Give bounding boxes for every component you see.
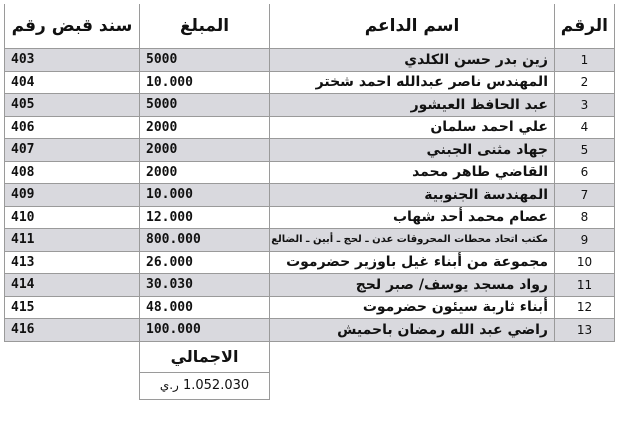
donation-amount: 48.000 (140, 296, 270, 319)
donation-amount: 100.000 (140, 319, 270, 342)
row-number: 2 (555, 71, 615, 94)
receipt-number: 410 (5, 206, 140, 229)
receipt-number: 404 (5, 71, 140, 94)
donor-name: جهاد مثنى الجبني (270, 139, 555, 162)
column-header-number: الرقم (555, 4, 615, 49)
row-number: 10 (555, 251, 615, 274)
donation-amount: 2000 (140, 116, 270, 139)
donor-name: المهندسة الجنوبية (270, 184, 555, 207)
row-number: 4 (555, 116, 615, 139)
blank-cell (555, 341, 615, 372)
donor-name: القاضي طاهر محمد (270, 161, 555, 184)
donation-amount: 30.030 (140, 274, 270, 297)
table-row (5, 161, 615, 184)
table-row (5, 49, 615, 72)
donor-name: المهندس ناصر عبدالله احمد شختر (270, 71, 555, 94)
row-number: 1 (555, 49, 615, 72)
donor-name: أبناء ثاربة سيئون حضرموت (270, 296, 555, 319)
donation-amount: 12.000 (140, 206, 270, 229)
receipt-number: 406 (5, 116, 140, 139)
row-number: 13 (555, 319, 615, 342)
donor-name: راضي عبد الله رمضان باحميش (270, 319, 555, 342)
donor-name: رواد مسجد يوسف/ صبر لحج (270, 274, 555, 297)
row-number: 12 (555, 296, 615, 319)
receipt-number: 413 (5, 251, 140, 274)
donors-table (4, 4, 615, 400)
total-label-row (5, 341, 615, 372)
table-row (5, 206, 615, 229)
donor-name: مجموعة من أبناء غيل باوزير حضرموت (270, 251, 555, 274)
table-row (5, 116, 615, 139)
donation-amount: 10.000 (140, 184, 270, 207)
total-amount-cell (140, 372, 270, 399)
table-row (5, 71, 615, 94)
donation-amount: 5000 (140, 49, 270, 72)
table-row (5, 274, 615, 297)
blank-cell (270, 341, 555, 372)
table-row (5, 319, 615, 342)
row-number: 6 (555, 161, 615, 184)
receipt-number: 416 (5, 319, 140, 342)
blank-cell (555, 372, 615, 399)
donation-amount: 26.000 (140, 251, 270, 274)
donor-name: مكتب اتحاد محطات المحروقات عدن ـ لحج ـ أبين ـ الضالع (270, 229, 555, 252)
blank-cell (5, 341, 140, 372)
receipt-number: 408 (5, 161, 140, 184)
table-row (5, 251, 615, 274)
receipt-number: 403 (5, 49, 140, 72)
table-row (5, 94, 615, 117)
receipt-number: 414 (5, 274, 140, 297)
row-number: 3 (555, 94, 615, 117)
table-row (5, 139, 615, 162)
blank-cell (270, 372, 555, 399)
column-header-receipt: سند قبض رقم (5, 4, 140, 49)
receipt-number: 411 (5, 229, 140, 252)
donation-amount: 10.000 (140, 71, 270, 94)
donor-name: علي احمد سلمان (270, 116, 555, 139)
row-number: 5 (555, 139, 615, 162)
table-row (5, 229, 615, 252)
donation-amount: 800.000 (140, 229, 270, 252)
column-header-donor-name: اسم الداعم (270, 4, 555, 49)
column-header-amount: المبلغ (140, 4, 270, 49)
donation-amount: 5000 (140, 94, 270, 117)
total-label: الاجمالي (140, 341, 270, 372)
total-amount: 1.052.030 (182, 378, 250, 393)
donor-name: زين بدر حسن الكلدي (270, 49, 555, 72)
table-header-row (5, 4, 615, 49)
row-number: 8 (555, 206, 615, 229)
donation-amount: 2000 (140, 139, 270, 162)
donor-name: عصام محمد أحد شهاب (270, 206, 555, 229)
receipt-number: 409 (5, 184, 140, 207)
row-number: 11 (555, 274, 615, 297)
donation-amount: 2000 (140, 161, 270, 184)
total-currency: ر.ي (159, 378, 179, 392)
receipt-number: 415 (5, 296, 140, 319)
table-row (5, 296, 615, 319)
table-row (5, 184, 615, 207)
receipt-number: 407 (5, 139, 140, 162)
row-number: 7 (555, 184, 615, 207)
blank-cell (5, 372, 140, 399)
receipt-number: 405 (5, 94, 140, 117)
donor-name: عبد الحافظ العيشور (270, 94, 555, 117)
row-number: 9 (555, 229, 615, 252)
total-value-row (5, 372, 615, 399)
